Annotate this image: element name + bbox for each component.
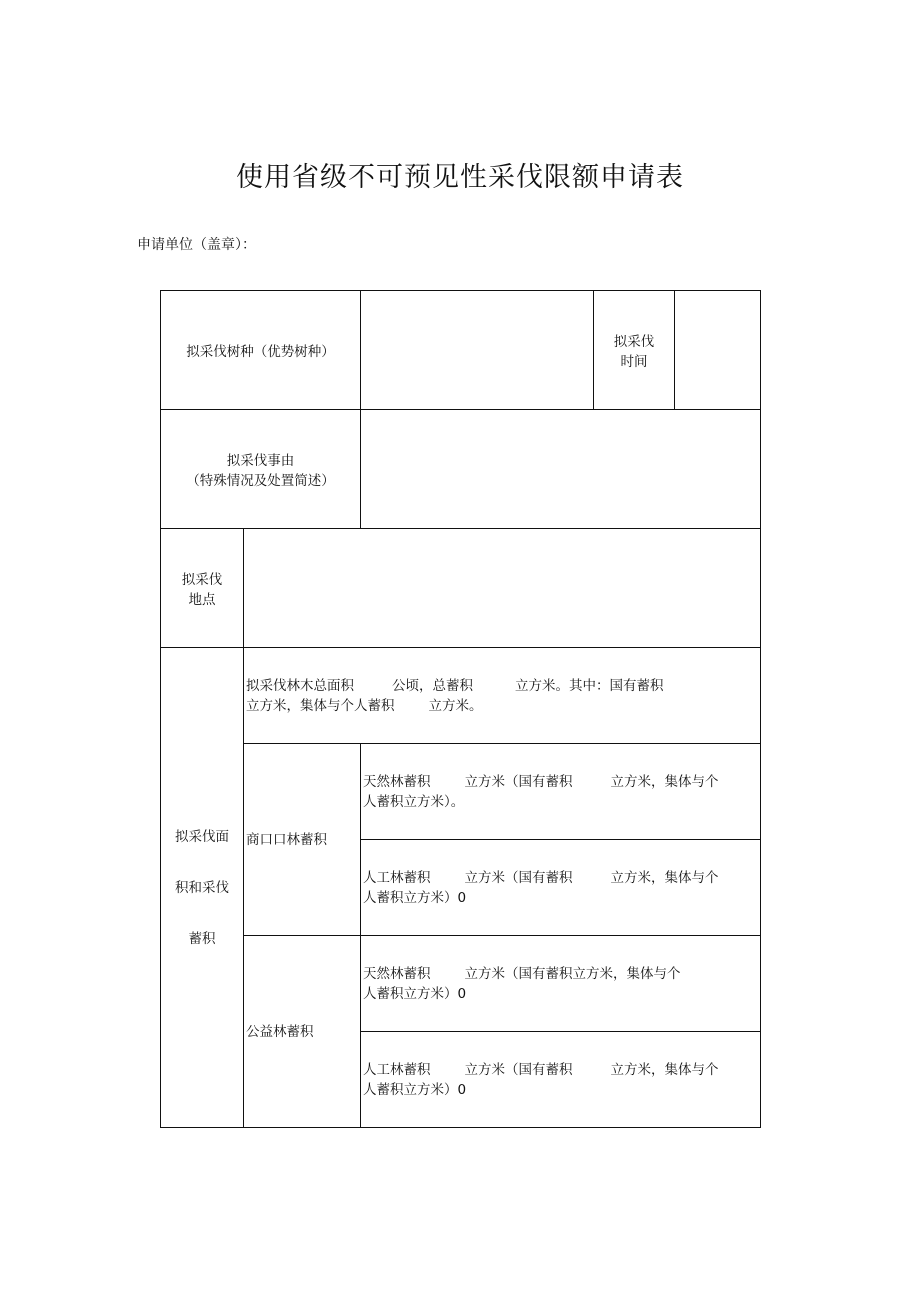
public-welfare-label-cell [244,936,361,1128]
tree-species-label-cell [161,291,361,410]
harvest-time-label-cell [594,291,675,410]
commercial-planted-cell[interactable] [361,840,761,936]
commercial-forest-label: 商口口林蓄积 [246,831,327,848]
commercial-natural-line2: 人蓄积立方米）。 [363,794,465,810]
reason-label-line2: （特殊情况及处置简述） [186,473,335,489]
applicant-label: 申请单位（盖章）： [137,237,256,253]
location-label-line2: 地点 [188,592,216,608]
tree-species-input-cell[interactable] [361,291,594,410]
public-natural-line2: 人蓄积立方米）0 [363,986,467,1002]
area-label-line2: 积和采伐 [175,879,229,896]
public-natural-row [161,936,761,1032]
total-volume-row [161,648,761,744]
total-volume-text: 公顷，总蓄积 [392,678,473,694]
harvest-time-input-cell[interactable] [675,291,761,410]
public-natural-text-a: 天然林蓄积 [363,966,431,982]
public-planted-text-b: 立方米（国有蓄积 [464,1062,573,1078]
reason-label-cell [161,410,361,529]
area-label-line1: 拟采伐面 [175,828,229,845]
commercial-planted-line2: 人蓄积立方米）0 [363,890,467,906]
location-label-cell [161,529,244,648]
total-volume-end-text: 立方米。 [428,698,483,714]
public-natural-cell[interactable] [361,936,761,1032]
commercial-planted-line1 [363,868,758,888]
public-planted-text-a: 人工林蓄积 [363,1062,431,1078]
commercial-natural-text-c: 立方米，集体与个 [610,774,719,790]
harvest-time-label-line2: 时间 [620,354,648,370]
reason-row [161,410,761,529]
public-planted-text-c: 立方米，集体与个 [610,1062,719,1078]
public-planted-line2: 人蓄积立方米）0 [363,1082,467,1098]
reason-label-line1: 拟采伐事由 [226,453,295,469]
total-volume-line1 [246,676,758,696]
tree-species-label: 拟采伐树种（优势树种） [186,344,335,360]
commercial-planted-text-c: 立方米，集体与个 [610,870,719,886]
commercial-natural-cell[interactable] [361,744,761,840]
commercial-natural-text-b: 立方米（国有蓄积 [464,774,573,790]
total-area-text: 拟采伐林木总面积 [246,678,354,694]
collective-volume-text: 立方米，集体与个人蓄积 [246,698,395,714]
commercial-natural-text-a: 天然林蓄积 [363,774,431,790]
public-natural-line1 [363,964,758,984]
total-volume-cell[interactable] [244,648,761,744]
commercial-natural-row [161,744,761,840]
page-title: 使用省级不可预见性采伐限额申请表 [236,162,684,193]
commercial-forest-label-cell [244,744,361,936]
location-label-line1: 拟采伐 [181,572,223,588]
location-input-cell[interactable] [244,529,761,648]
total-volume-line2 [246,696,758,716]
area-volume-label-cell [161,648,244,1128]
public-welfare-label: 公益林蓄积 [246,1023,314,1040]
public-natural-text-b: 立方米（国有蓄积立方米，集体与个 [464,966,681,982]
commercial-planted-text-a: 人工林蓄积 [363,870,431,886]
harvest-time-label-line1: 拟采伐 [613,334,655,350]
commercial-planted-text-b: 立方米（国有蓄积 [464,870,573,886]
location-row [161,529,761,648]
state-volume-text: 立方米。其中：国有蓄积 [515,678,664,694]
area-label-line3: 蓄积 [188,930,216,947]
tree-species-row [161,291,761,410]
public-planted-line1 [363,1060,758,1080]
application-form-table [160,290,761,1128]
reason-input-cell[interactable] [361,410,761,529]
public-planted-cell[interactable] [361,1032,761,1128]
commercial-natural-line1 [363,772,758,792]
